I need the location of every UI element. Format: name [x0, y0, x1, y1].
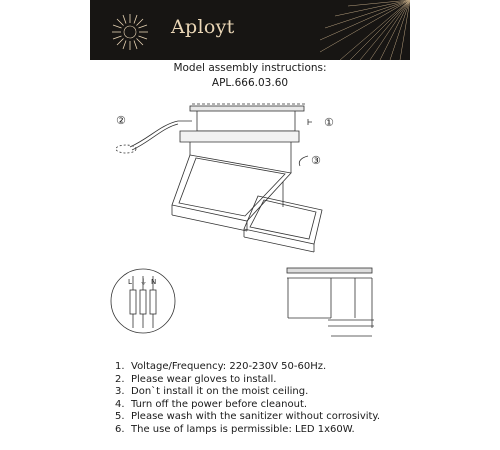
instruction-list	[115, 361, 380, 436]
side-view	[287, 268, 374, 336]
instruction-item: 4. Turn off the power before cleanout.	[115, 398, 308, 410]
instruction-item: 3. Don`t install it on the moist ceiling.	[115, 386, 309, 397]
terminal-label-l: L	[128, 278, 132, 286]
ground-icon: ⏚	[140, 278, 147, 286]
callout-2: ②	[116, 114, 126, 127]
callout-1: ①	[324, 116, 334, 129]
instruction-item: 1. Voltage/Frequency: 220-230V 50-60Hz.	[115, 361, 327, 372]
ceiling-mounting-bar	[190, 104, 305, 131]
instruction-item: 5. Please wash with the sanitizer without corrosivity.	[115, 411, 381, 422]
title-line: Model assembly instructions:	[173, 62, 327, 74]
instruction-item: 6. The use of lamps is permissible: LED 1x60W.	[115, 423, 355, 435]
terminal-label-n: N	[151, 278, 157, 286]
brand-name: Aployt	[171, 16, 235, 38]
instruction-item: 2. Please wear gloves to install.	[115, 373, 277, 385]
large-frame	[172, 131, 299, 231]
callout-3: ③	[311, 154, 321, 167]
model-number: APL.666.03.60	[211, 77, 289, 89]
small-frame	[244, 182, 322, 252]
